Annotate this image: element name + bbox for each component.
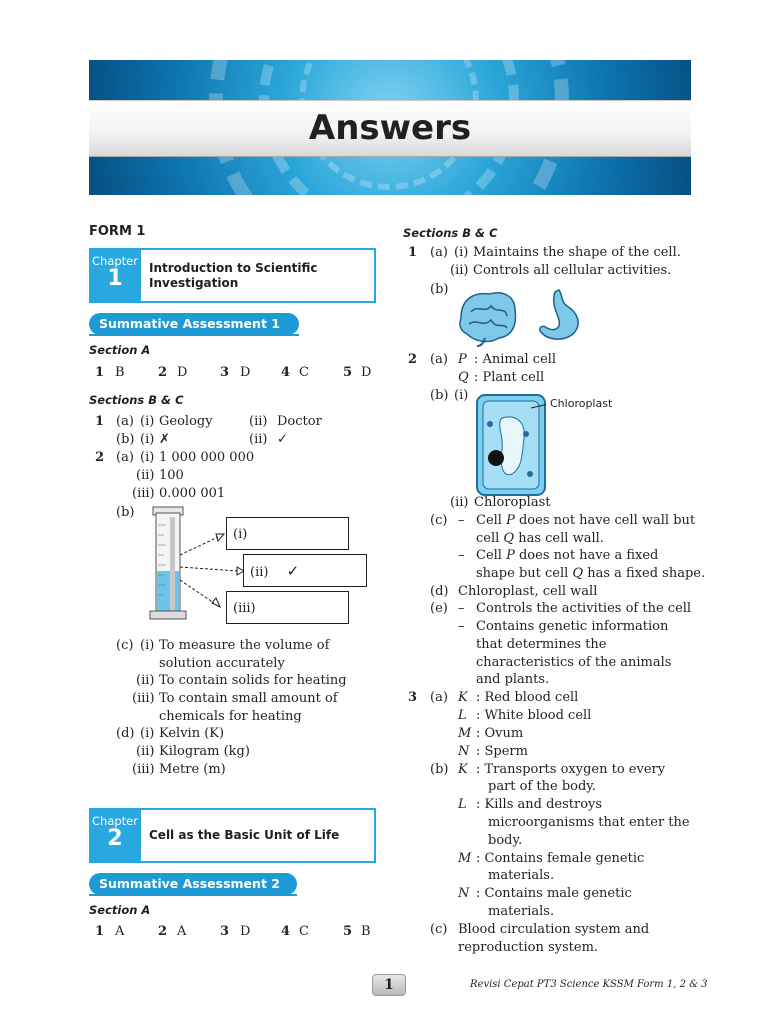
left-q1: 1 (a) (i) Geology (ii) Doctor (b) (i) ✗ (ii) ✓	[95, 414, 322, 447]
diagram-box-iii: (iii)	[226, 591, 349, 624]
diagram-box-i: (i)	[226, 517, 349, 550]
chapter-2-box	[89, 808, 376, 863]
stomach-icon	[540, 290, 578, 339]
footer-book-title: Revisi Cepat PT3 Science KSSM Form 1, 2 & 3	[470, 979, 708, 990]
right-q2-rest: (ii) Chloroplast (c) – Cell P does not have cell wall but cell Q has cell wall. – Cell P does not have a fixed shape but cell Q has a fixed shape. (d) Chloroplast, cell wall (e) – Controls the activities of the cell – Contains genetic information that determines the characteristics of the animals and plants.	[430, 495, 706, 687]
chapter-1-tab	[89, 248, 141, 303]
page-number: 1	[372, 974, 406, 996]
chapter-1-title: Introduction to Scientific Investigation	[149, 261, 318, 290]
chloroplast-label: Chloroplast	[550, 397, 613, 410]
summative-assessment-2: Summative Assessment 2	[89, 873, 297, 895]
left-q2cd: (c) (i) To measure the volume of solution accurately (ii) To contain solids for heating (iii) To contain small amount of chemicals for heating (d) (i) Kelvin (K) (ii) Kilogram (kg) (iii) Metre (m)	[116, 638, 347, 777]
right-q3: 3 (a) K : Red blood cell L : White blood cell M : Ovum N : Sperm (b) K : Transports oxygen to every part of the body. L : Kills and destroys microorganisms that enter the body. M : Contains female genetic materials. N : Contains male genetic materials. (c) Blood circulation system and reproduction system.	[408, 690, 690, 955]
page-title: Answers	[308, 108, 472, 148]
diagram-box-ii: (ii) ✓	[243, 554, 367, 587]
right-q2a: 2 (a) P : Animal cell Q : Plant cell (b) (i)	[408, 352, 557, 403]
chapter-number: 2	[107, 826, 123, 851]
chapter-word: Chapter	[92, 814, 138, 828]
answers-banner	[89, 60, 691, 195]
intestine-icon	[460, 293, 516, 346]
digestive-organs-drawing	[455, 288, 605, 348]
form-heading: FORM 1	[89, 224, 146, 239]
left-q2b-label: (b)	[116, 505, 135, 520]
chapter-2-title: Cell as the Basic Unit of Life	[149, 828, 340, 842]
right-q1: 1 (a) (i) Maintains the shape of the cell. (ii) Controls all cellular activities. (b)	[408, 245, 681, 297]
left-q2a: 2 (a) (i) 1 000 000 000 (ii) 100 (iii) 0.000 001	[95, 450, 255, 501]
section-a-heading: Section A	[89, 343, 151, 357]
chapter-number: 1	[107, 266, 123, 291]
section-a2-heading: Section A	[89, 903, 151, 917]
right-sections-bc-heading: Sections B & C	[403, 226, 498, 240]
chapter-word: Chapter	[92, 254, 138, 268]
sections-bc-heading: Sections B & C	[89, 393, 184, 407]
plant-cell-drawing	[476, 394, 546, 496]
chapter-1-box	[89, 248, 376, 303]
chapter-2-tab	[89, 808, 141, 863]
summative-assessment-1: Summative Assessment 1	[89, 313, 299, 335]
